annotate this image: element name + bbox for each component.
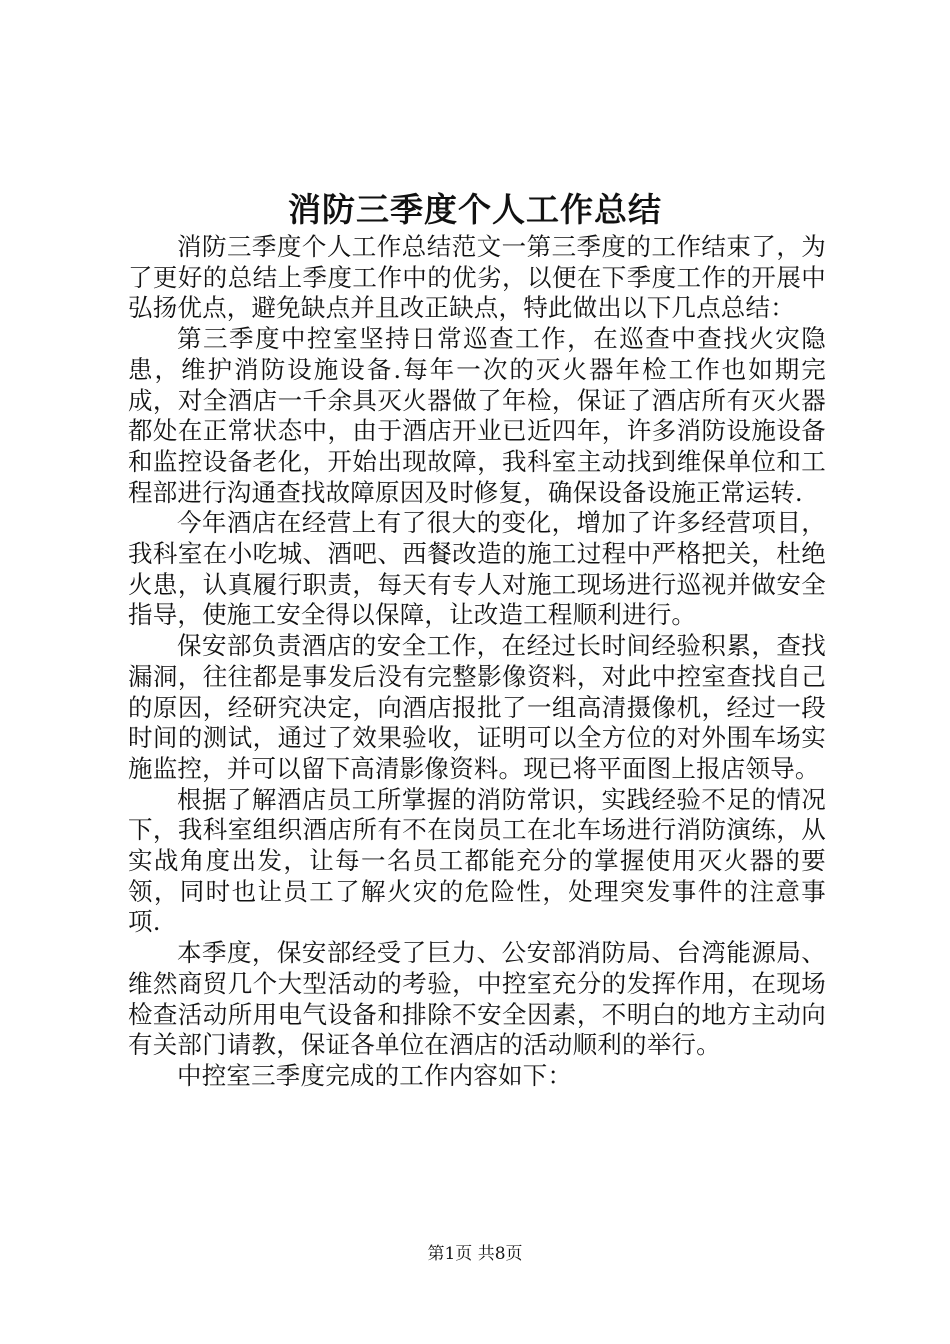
page-footer <box>0 1243 950 1265</box>
paragraph-patrol-maintenance: 第三季度中控室坚持日常巡查工作，在巡查中查找火灾隐患，维护消防设施设备.每年一次的灭火器年检工作也如期完成，对全酒店一千余具灭火器做了年检，保证了酒店所有灭火器都处在正常状态中，由于酒店开业已近四年，许多消防设施设备和监控设备老化，开始出现故障，我科室主动找到维保单位和工程部进行沟通查找故障原因及时修复，确保设备设施正常运转. <box>128 324 826 507</box>
paragraph-fire-drill: 根据了解酒店员工所掌握的消防常识，实践经验不足的情况下，我科室组织酒店所有不在岗员工在北车场进行消防演练，从实战角度出发，让每一名员工都能充分的掌握使用灭火器的要领，同时也让员工了解火灾的危险性，处理突发事件的注意事项. <box>128 784 826 937</box>
document-body <box>128 232 826 1092</box>
paragraph-intro: 消防三季度个人工作总结范文一第三季度的工作结束了，为了更好的总结上季度工作中的优劣，以便在下季度工作的开展中弘扬优点，避免缺点并且改正缺点，特此做出以下几点总结： <box>128 232 826 323</box>
page-number-label: 第1页 共8页 <box>427 1244 523 1264</box>
document-title: 消防三季度个人工作总结 <box>288 190 662 229</box>
paragraph-camera-upgrade: 保安部负责酒店的安全工作，在经过长时间经验积累，查找漏洞，往往都是事发后没有完整影像资料，对此中控室查找自己的原因，经研究决定，向酒店报批了一组高清摄像机，经过一段时间的测试，通过了效果验收，证明可以全方位的对外围车场实施监控，并可以留下高清影像资料。现已将平面图上报店领导。 <box>128 631 826 783</box>
paragraph-work-list-intro: 中控室三季度完成的工作内容如下： <box>177 1060 573 1090</box>
paragraph-renovation-safety: 今年酒店在经营上有了很大的变化，增加了许多经营项目，我科室在小吃城、酒吧、西餐改造的施工过程中严格把关，杜绝火患，认真履行职责，每天有专人对施工现场进行巡视并做安全指导，使施工安全得以保障，让改造工程顺利进行。 <box>128 508 826 630</box>
paragraph-major-events: 本季度，保安部经受了巨力、公安部消防局、台湾能源局、维然商贸几个大型活动的考验，中控室充分的发挥作用，在现场检查活动所用电气设备和排除不安全因素，不明白的地方主动向有关部门请教，保证各单位在酒店的活动顺利的举行。 <box>128 938 826 1060</box>
